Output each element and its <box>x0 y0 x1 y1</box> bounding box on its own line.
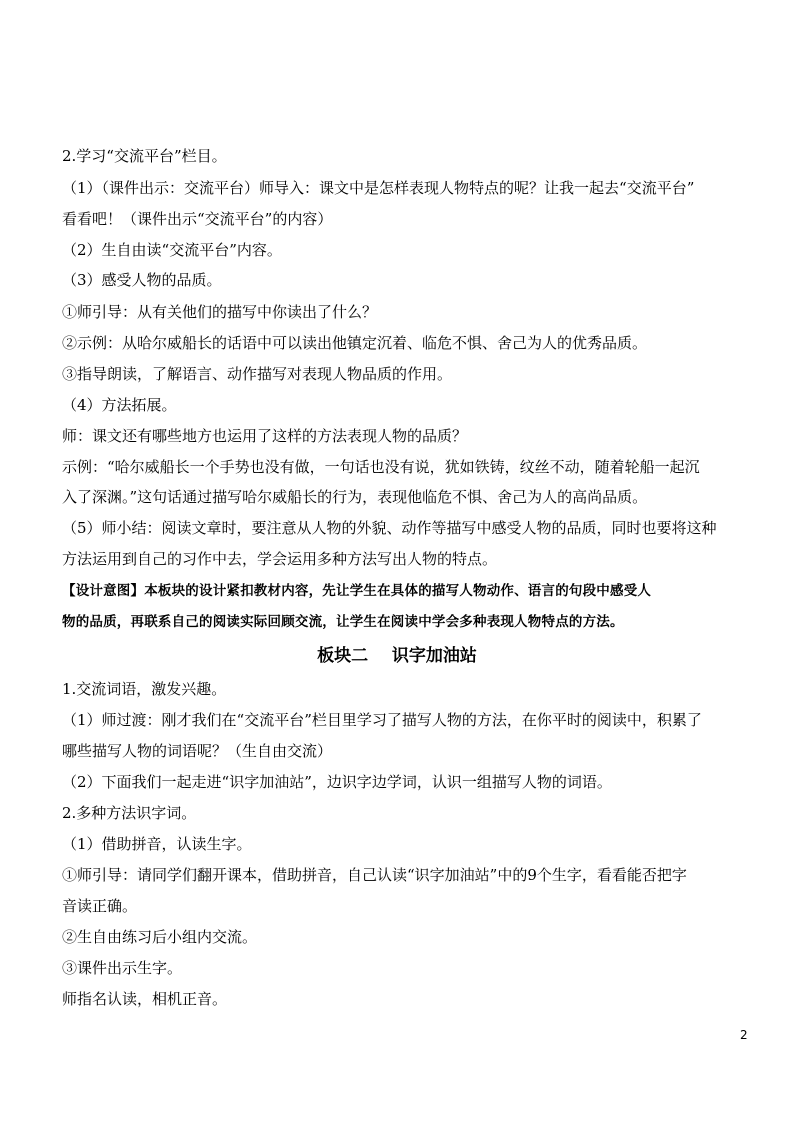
paragraph-line: 音读正确。 <box>62 897 138 915</box>
page-number: 2 <box>740 1028 748 1042</box>
paragraph-line: （1）（课件出示：交流平台）师导入：课文中是怎样表现人物特点的呢？让我一起去“交流平台” <box>62 179 695 197</box>
paragraph-line: 1.交流词语，激发兴趣。 <box>62 680 227 698</box>
paragraph-line: 方法运用到自己的习作中去，学会运用多种方法写出人物的特点。 <box>62 550 498 568</box>
paragraph-line: 示例：“哈尔威船长一个手势也没有做，一句话也没有说，犹如铁铸，纹丝不动，随着轮船一起沉 <box>62 458 700 476</box>
paragraph-line: （5）师小结：阅读文章时，要注意从人物的外貌、动作等描写中感受人物的品质，同时也要将这种 <box>62 519 717 537</box>
paragraph-line: ①师引导：请同学们翻开课本，借助拼音，自己认读“识字加油站”中的9个生字，看看能否把字 <box>62 866 687 884</box>
paragraph-line: ③指导朗读，了解语言、动作描写对表现人物品质的作用。 <box>62 365 453 383</box>
paragraph-line: （3）感受人物的品质。 <box>62 271 222 289</box>
paragraph-line: 2.多种方法识字词。 <box>62 804 197 822</box>
paragraph-line: ②生自由练习后小组内交流。 <box>62 928 258 946</box>
paragraph-line: 师：课文还有哪些地方也运用了这样的方法表现人物的品质？ <box>62 427 468 445</box>
paragraph-line: （4）方法拓展。 <box>62 396 177 414</box>
paragraph-line: （1）师过渡：刚才我们在“交流平台”栏目里学习了描写人物的方法，在你平时的阅读中，积累了 <box>62 711 702 729</box>
section-title: 板块二 识字加油站 <box>317 646 477 666</box>
paragraph-line: ②示例：从哈尔威船长的话语中可以读出他镇定沉着、临危不惧、舍己为人的优秀品质。 <box>62 334 648 352</box>
design-intent-line: 【设计意图】本板块的设计紧扣教材内容，先让学生在具体的描写人物动作、语言的句段中感受人 <box>62 583 652 599</box>
paragraph-line: （2）下面我们一起走进“识字加油站”，边识字边学词，认识一组描写人物的词语。 <box>62 773 612 791</box>
paragraph-line: ①师引导：从有关他们的描写中你读出了什么？ <box>62 303 378 321</box>
paragraph-line: 2.学习“交流平台”栏目。 <box>62 147 227 165</box>
paragraph-line: 师指名认读，相机正音。 <box>62 990 228 1008</box>
paragraph-line: （2）生自由读“交流平台”内容。 <box>62 241 282 259</box>
paragraph-line: 哪些描写人物的词语呢？（生自由交流） <box>62 742 333 760</box>
paragraph-line: ③课件出示生字。 <box>62 959 183 977</box>
design-intent-line: 物的品质，再联系自己的阅读实际回顾交流，让学生在阅读中学会多种表现人物特点的方法。 <box>62 614 624 630</box>
paragraph-line: 入了深渊。”这句话通过描写哈尔威船长的行为，表现他临危不惧、舍己为人的高尚品质。 <box>62 488 648 506</box>
paragraph-line: （1）借助拼音，认读生字。 <box>62 835 252 853</box>
paragraph-line: 看看吧！（课件出示“交流平台”的内容） <box>62 210 333 228</box>
